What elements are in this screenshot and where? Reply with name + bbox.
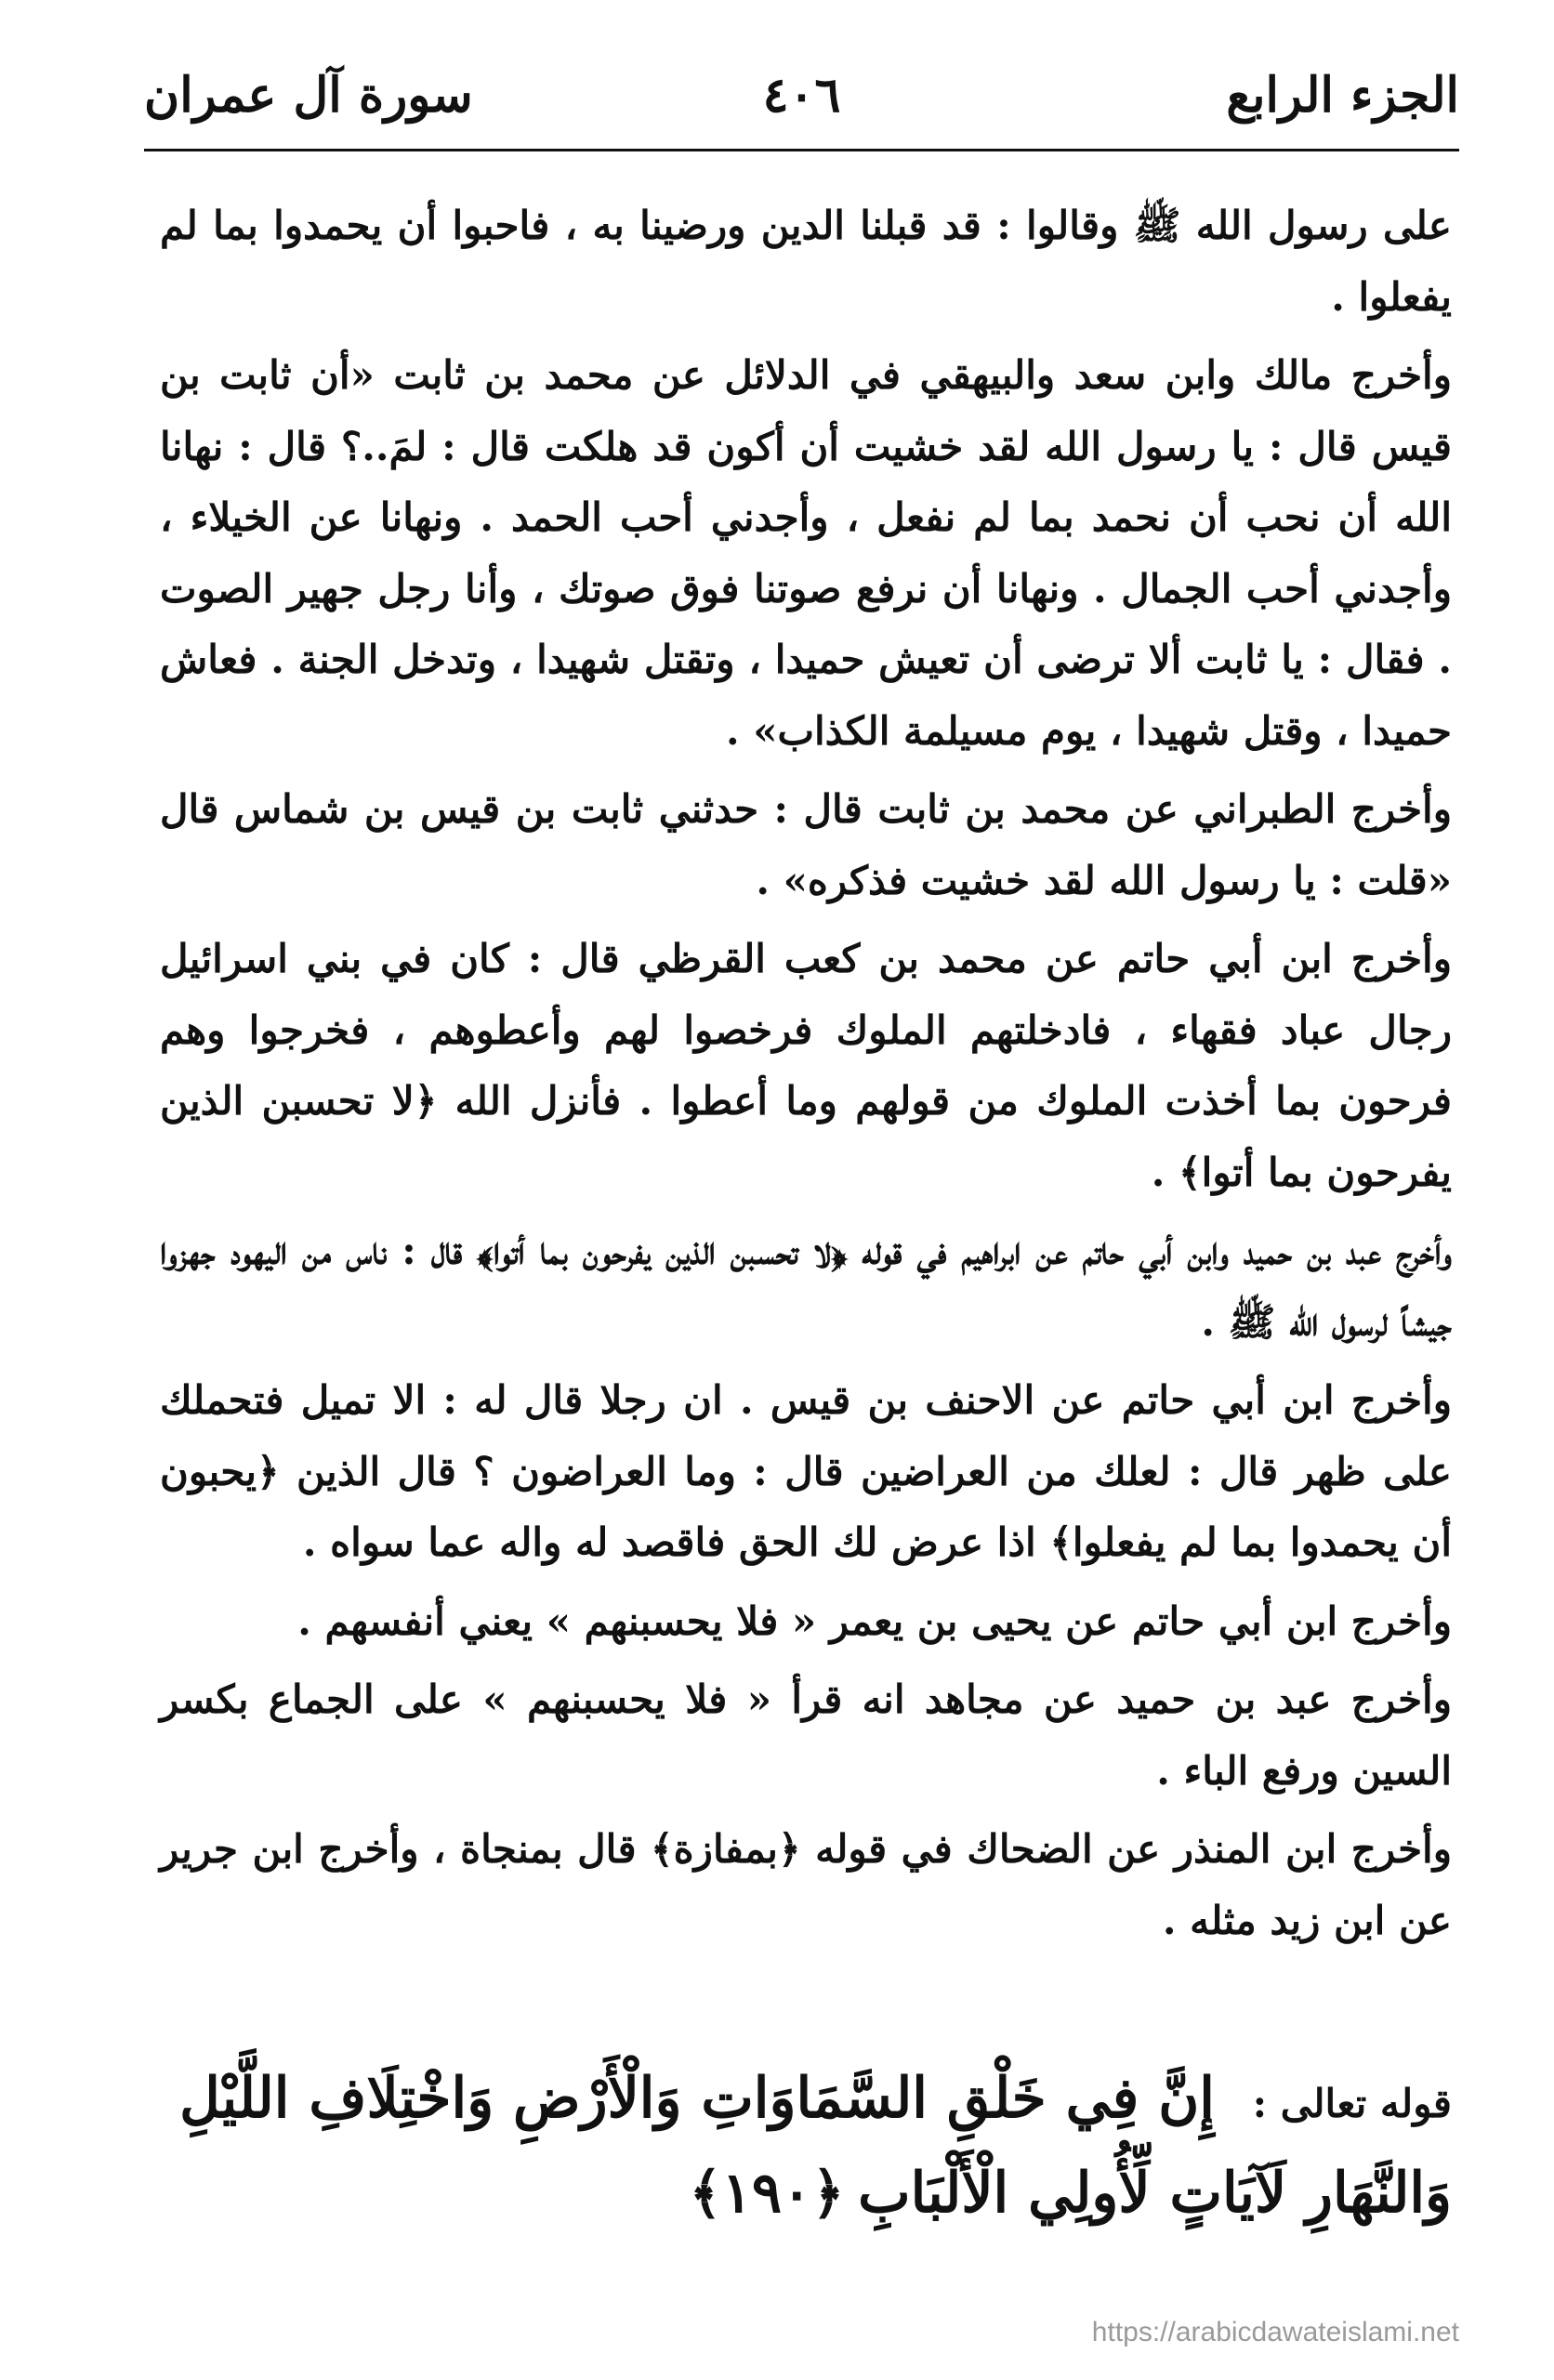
surah-title: سورة آل عمران (144, 67, 473, 124)
verse-text: إِنَّ فِي خَلْقِ السَّمَاوَاتِ وَالْأَرْضِ وَاخْتِلَافِ اللَّيْلِ وَالنَّهَارِ لَآيَاتٍ لِّأُولِي الْأَلْبَابِ (179, 2066, 1452, 2226)
paragraph: وأخرج ابن أبي حاتم عن الاحنف بن قيس . ان رجلا قال له : الا تميل فتحملك على ظهر قال : لعلك من العراضين قال : وما العراضون ؟ قال الذين ﴿يحبون أن يحمدوا بما لم يفعلوا﴾ اذا عرض لك الحق فاقصد له واله عما سواه . (160, 1377, 1452, 1565)
paragraph: وأخرج عبد بن حميد وابن أبي حاتم عن ابراهيم في قوله ﴿لا تحسبن الذين يفرحون بما أتوا﴾ قال : ناس من اليهود جهزوا جيشاً لرسول الله ﷺ . (160, 1228, 1452, 1345)
verse-label: قوله تعالى : (1252, 2081, 1452, 2126)
paragraph: وأخرج مالك وابن سعد والبيهقي في الدلائل عن محمد بن ثابت «أن ثابت بن قيس قال : يا رسول الله لقد خشيت أن أكون قد هلكت قال : لمَ..؟ قال : نهانا الله أن نحب أن نحمد بما لم نفعل ، وأجدني أحب الحمد . ونهانا عن الخيلاء ، وأجدني أحب الجمال . ونهانا أن نرفع صوتنا فوق صوتك ، وأنا رجل جهير الصوت . فقال : يا ثابت ألا ترضى أن تعيش حميدا ، وتقتل شهيدا ، وتدخل الجنة . فعاش حميدا ، وقتل شهيدا ، يوم مسيلمة الكذاب» . (160, 352, 1452, 754)
verse-line (160, 2054, 1452, 2243)
juz-title: الجزء الرابع (1226, 67, 1459, 124)
ayah-number-marker: ﴿١٩٠﴾ (689, 2161, 845, 2226)
paragraph: على رسول الله ﷺ وقالوا : قد قبلنا الدين ورضينا به ، فاحبوا أن يحمدوا بما لم يفعلوا . (160, 203, 1452, 320)
header-divider (144, 149, 1459, 151)
page-body (160, 191, 1452, 1956)
page-number: ٤٠٦ (762, 67, 841, 124)
paragraph: وأخرج ابن أبي حاتم عن محمد بن كعب القرظي قال : كان في بني اسرائيل رجال عباد فقهاء ، فادخلتهم الملوك فرخصوا لهم وأعطوهم ، فخرجوا وهم فرحون بما أخذت الملوك من قولهم وما أعطوا . فأنزل الله ﴿لا تحسبن الذين يفرحون بما أتوا﴾ . (160, 936, 1452, 1195)
paragraph: وأخرج ابن المنذر عن الضحاك في قوله ﴿بمفازة﴾ قال بمنجاة ، وأخرج ابن جرير عن ابن زيد مثله . (160, 1826, 1452, 1943)
quran-verse-block (160, 2054, 1452, 2243)
paragraph: وأخرج الطبراني عن محمد بن ثابت قال : حدثني ثابت بن قيس بن شماس قال «قلت : يا رسول الله لقد خشيت فذكره» . (160, 786, 1452, 903)
paragraph: وأخرج ابن أبي حاتم عن يحيى بن يعمر « فلا يحسبنهم » يعني أنفسهم . (297, 1598, 1452, 1644)
paragraph: وأخرج عبد بن حميد عن مجاهد انه قرأ « فلا يحسبنهم » على الجماع بكسر السين ورفع الباء . (160, 1677, 1452, 1794)
watermark-url: https://arabicdawateislami.net (1091, 2317, 1459, 2347)
page-header (144, 58, 1459, 141)
